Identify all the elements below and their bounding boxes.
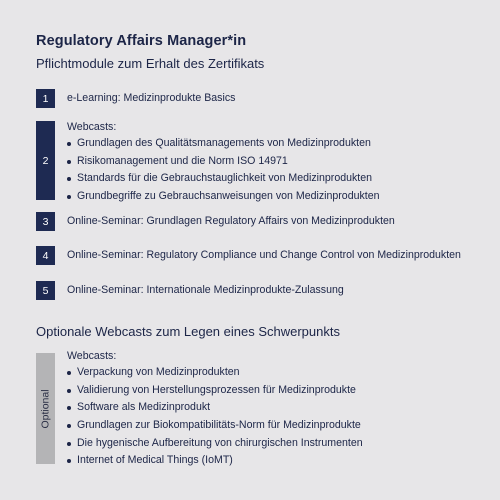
optional-badge-label: Optional bbox=[39, 388, 52, 429]
list-item: Standards für die Gebrauchstauglichkeit von Medizinprodukten bbox=[67, 170, 380, 188]
module-number-badge: 3 bbox=[36, 212, 55, 231]
module-title: Online-Seminar: Regulatory Compliance und Change Control von Medizinprodukten bbox=[67, 249, 461, 261]
list-item: Die hygenische Aufbereitung von chirurgischen Instrumenten bbox=[67, 435, 363, 453]
list-item: Grundlagen des Qualitätsmanagements von Medizinprodukten bbox=[67, 135, 380, 153]
page-title: Regulatory Affairs Manager*in bbox=[36, 33, 247, 49]
module-bullet-list bbox=[67, 364, 363, 470]
module-heading: Webcasts: bbox=[67, 350, 117, 362]
list-item: Grundbegriffe zu Gebrauchsanweisungen von Medizinprodukten bbox=[67, 188, 380, 206]
section-title: Optionale Webcasts zum Legen eines Schwerpunkts bbox=[36, 324, 340, 339]
module-bullet-list bbox=[67, 135, 380, 206]
module-title: Online-Seminar: Internationale Medizinprodukte-Zulassung bbox=[67, 284, 344, 296]
module-number-badge: 1 bbox=[36, 89, 55, 108]
list-item: Internet of Medical Things (IoMT) bbox=[67, 452, 363, 470]
list-item: Grundlagen zur Biokompatibilitäts-Norm für Medizinprodukte bbox=[67, 417, 363, 435]
list-item: Verpackung von Medizinprodukten bbox=[67, 364, 363, 382]
module-number-badge: 4 bbox=[36, 246, 55, 265]
module-heading: Webcasts: bbox=[67, 121, 117, 133]
module-number-badge: 5 bbox=[36, 281, 55, 300]
module-number-badge: 2 bbox=[36, 121, 55, 200]
module-title: Online-Seminar: Grundlagen Regulatory Affairs von Medizinprodukten bbox=[67, 215, 395, 227]
list-item: Risikomanagement und die Norm ISO 14971 bbox=[67, 153, 380, 171]
list-item: Validierung von Herstellungsprozessen für Medizinprodukte bbox=[67, 382, 363, 400]
optional-badge bbox=[36, 353, 55, 464]
module-title: e-Learning: Medizinprodukte Basics bbox=[67, 92, 236, 104]
list-item: Software als Medizinprodukt bbox=[67, 399, 363, 417]
page-subtitle: Pflichtmodule zum Erhalt des Zertifikats bbox=[36, 56, 265, 71]
